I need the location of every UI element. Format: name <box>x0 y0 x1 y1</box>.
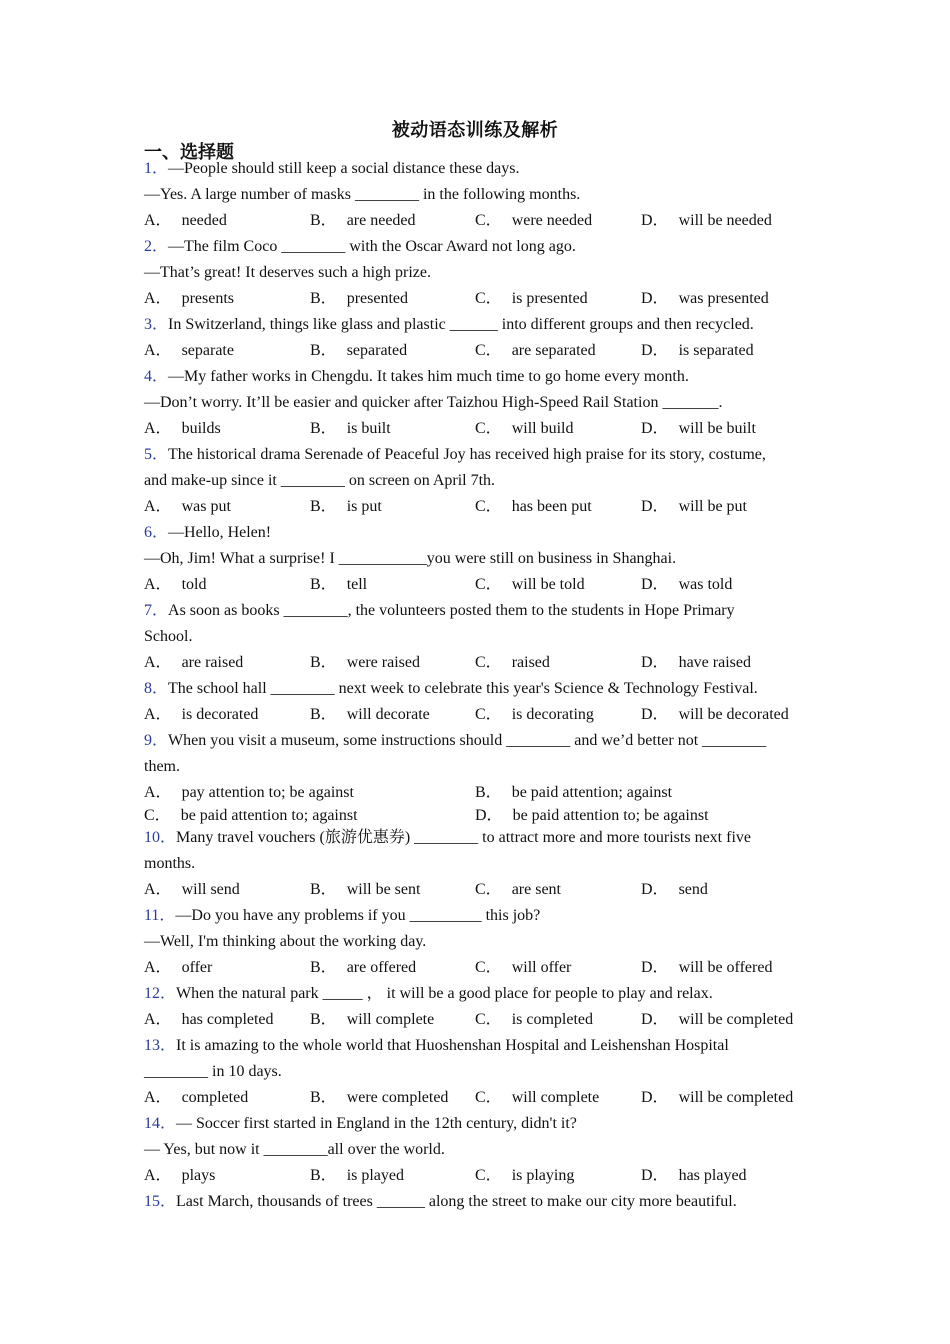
option-b[interactable]: B． be paid attention; against <box>475 784 673 801</box>
options-row <box>144 416 800 442</box>
question-13 <box>144 1033 800 1111</box>
option-a[interactable]: A． was put <box>144 498 231 515</box>
question-number: 1． <box>144 160 169 177</box>
question-text: School. <box>144 628 193 645</box>
question-number: 7． <box>144 602 169 619</box>
option-c[interactable]: C． will complete <box>475 1089 600 1106</box>
option-c[interactable]: C． is playing <box>475 1167 575 1184</box>
options-row <box>144 780 800 806</box>
question-text: Many travel vouchers (旅游优惠券) ________ to attract more and more tourists next five <box>176 829 751 846</box>
option-c[interactable]: C． will build <box>475 420 574 437</box>
question-text: As soon as books ________, the volunteers posted them to the students in Hope Primary <box>168 602 735 619</box>
option-b[interactable]: B． were raised <box>310 654 420 671</box>
options-row <box>144 1007 800 1033</box>
option-a[interactable]: A． pay attention to; be against <box>144 784 354 801</box>
options-row <box>144 286 800 312</box>
option-a[interactable]: A． presents <box>144 290 234 307</box>
question-text: and make-up since it ________ on screen on April 7th. <box>144 472 496 489</box>
option-b[interactable]: B． tell <box>310 576 368 593</box>
option-c[interactable]: C． has been put <box>475 498 592 515</box>
document-title: 被动语态训练及解析 <box>391 120 559 141</box>
option-d[interactable]: D． be paid attention to; be against <box>475 807 709 824</box>
question-text: — Yes, but now it ________all over the world. <box>144 1141 445 1158</box>
option-c[interactable]: C． will offer <box>475 959 572 976</box>
options-row <box>144 806 800 825</box>
question-10 <box>144 825 800 903</box>
option-d[interactable]: D． will be decorated <box>641 706 789 723</box>
option-b[interactable]: B． are offered <box>310 959 417 976</box>
question-text: —The film Coco ________ with the Oscar Award not long ago. <box>168 238 576 255</box>
option-d[interactable]: D． is separated <box>641 342 754 359</box>
question-text: When you visit a museum, some instructions should ________ and we’d better not ________ <box>168 732 767 749</box>
question-text: —Hello, Helen! <box>168 524 272 541</box>
question-5 <box>144 442 800 520</box>
question-text: —Do you have any problems if you _________ this job? <box>175 907 541 924</box>
option-a[interactable]: A． is decorated <box>144 706 259 723</box>
options-row <box>144 877 800 903</box>
question-text: The school hall ________ next week to celebrate this year's Science & Technology Festival. <box>168 680 758 697</box>
question-text: —People should still keep a social distance these days. <box>168 160 520 177</box>
question-number: 10． <box>144 829 177 846</box>
question-15 <box>144 1189 800 1215</box>
option-b[interactable]: B． is built <box>310 420 391 437</box>
question-number: 6． <box>144 524 169 541</box>
question-text: months. <box>144 855 196 872</box>
option-a[interactable]: A． has completed <box>144 1011 274 1028</box>
question-3 <box>144 312 800 364</box>
question-12 <box>144 981 800 1033</box>
option-c[interactable]: C． is decorating <box>475 706 594 723</box>
options-row <box>144 208 800 234</box>
option-a[interactable]: A． plays <box>144 1167 216 1184</box>
option-b[interactable]: B． presented <box>310 290 408 307</box>
question-number: 14． <box>144 1115 177 1132</box>
option-a[interactable]: A． builds <box>144 420 221 437</box>
option-a[interactable]: A． will send <box>144 881 240 898</box>
question-7 <box>144 598 800 676</box>
option-d[interactable]: D． was told <box>641 576 733 593</box>
option-d[interactable]: D． will be built <box>641 420 756 437</box>
option-c[interactable]: C． will be told <box>475 576 585 593</box>
option-d[interactable]: D． send <box>641 881 708 898</box>
options-row <box>144 494 800 520</box>
question-text: —Well, I'm thinking about the working day. <box>144 933 427 950</box>
question-text: The historical drama Serenade of Peaceful Joy has received high praise for its story, costume, <box>168 446 766 463</box>
question-list <box>144 156 800 1215</box>
option-d[interactable]: D． was presented <box>641 290 769 307</box>
question-text: —That’s great! It deserves such a high prize. <box>144 264 432 281</box>
question-text: — Soccer first started in England in the 12th century, didn't it? <box>176 1115 577 1132</box>
option-a[interactable]: A． offer <box>144 959 213 976</box>
question-text: —Yes. A large number of masks ________ in the following months. <box>144 186 581 203</box>
option-b[interactable]: B． is played <box>310 1167 405 1184</box>
option-b[interactable]: B． is put <box>310 498 382 515</box>
question-number: 13． <box>144 1037 177 1054</box>
question-14 <box>144 1111 800 1189</box>
question-text: —Don’t worry. It’ll be easier and quicker after Taizhou High-Speed Rail Station _______. <box>144 394 723 411</box>
option-c[interactable]: C． are separated <box>475 342 596 359</box>
option-a[interactable]: A． separate <box>144 342 234 359</box>
question-text: them. <box>144 758 180 775</box>
options-row <box>144 572 800 598</box>
question-text: —Oh, Jim! What a surprise! I ___________you were still on business in Shanghai. <box>144 550 677 567</box>
question-number: 3． <box>144 316 169 333</box>
question-6 <box>144 520 800 598</box>
options-row <box>144 338 800 364</box>
question-2 <box>144 234 800 312</box>
option-b[interactable]: B． were completed <box>310 1089 449 1106</box>
question-number: 5． <box>144 446 169 463</box>
question-number: 11． <box>144 907 176 924</box>
question-number: 2． <box>144 238 169 255</box>
option-c[interactable]: C． is presented <box>475 290 588 307</box>
option-c[interactable]: C． raised <box>475 654 550 671</box>
question-text: When the natural park _____ ， it will be a good place for people to play and relax. <box>176 985 713 1002</box>
option-b[interactable]: B． are needed <box>310 212 416 229</box>
question-8 <box>144 676 800 728</box>
options-row <box>144 1085 800 1111</box>
option-d[interactable]: D． have raised <box>641 654 751 671</box>
question-1 <box>144 156 800 234</box>
options-row <box>144 702 800 728</box>
option-a[interactable]: A． completed <box>144 1089 249 1106</box>
question-number: 9． <box>144 732 169 749</box>
option-d[interactable]: D． will be completed <box>641 1089 794 1106</box>
option-d[interactable]: D． will be needed <box>641 212 772 229</box>
option-c[interactable]: C． were needed <box>475 212 593 229</box>
question-text: In Switzerland, things like glass and plastic ______ into different groups and then recycled. <box>168 316 754 333</box>
option-b[interactable]: B． will be sent <box>310 881 421 898</box>
question-9 <box>144 728 800 825</box>
option-c[interactable]: C． be paid attention to; against <box>144 807 358 824</box>
option-c[interactable]: C． is completed <box>475 1011 593 1028</box>
option-a[interactable]: A． needed <box>144 212 227 229</box>
question-number: 12． <box>144 985 177 1002</box>
question-4 <box>144 364 800 442</box>
option-d[interactable]: D． will be put <box>641 498 747 515</box>
option-c[interactable]: C． are sent <box>475 881 561 898</box>
option-b[interactable]: B． will complete <box>310 1011 435 1028</box>
question-number: 8． <box>144 680 169 697</box>
option-a[interactable]: A． told <box>144 576 207 593</box>
options-row <box>144 955 800 981</box>
question-number: 4． <box>144 368 169 385</box>
option-b[interactable]: B． will decorate <box>310 706 430 723</box>
option-d[interactable]: D． will be offered <box>641 959 773 976</box>
question-11 <box>144 903 800 981</box>
question-text: ________ in 10 days. <box>144 1063 282 1080</box>
option-a[interactable]: A． are raised <box>144 654 244 671</box>
options-row <box>144 1163 800 1189</box>
question-text: Last March, thousands of trees ______ along the street to make our city more beautiful. <box>176 1193 737 1210</box>
section-heading: 一、选择题 <box>144 142 234 163</box>
option-d[interactable]: D． will be completed <box>641 1011 794 1028</box>
option-d[interactable]: D． has played <box>641 1167 747 1184</box>
options-row <box>144 650 800 676</box>
option-b[interactable]: B． separated <box>310 342 408 359</box>
question-text: —My father works in Chengdu. It takes him much time to go home every month. <box>168 368 689 385</box>
question-number: 15． <box>144 1193 177 1210</box>
question-text: It is amazing to the whole world that Huoshenshan Hospital and Leishenshan Hospital <box>176 1037 729 1054</box>
